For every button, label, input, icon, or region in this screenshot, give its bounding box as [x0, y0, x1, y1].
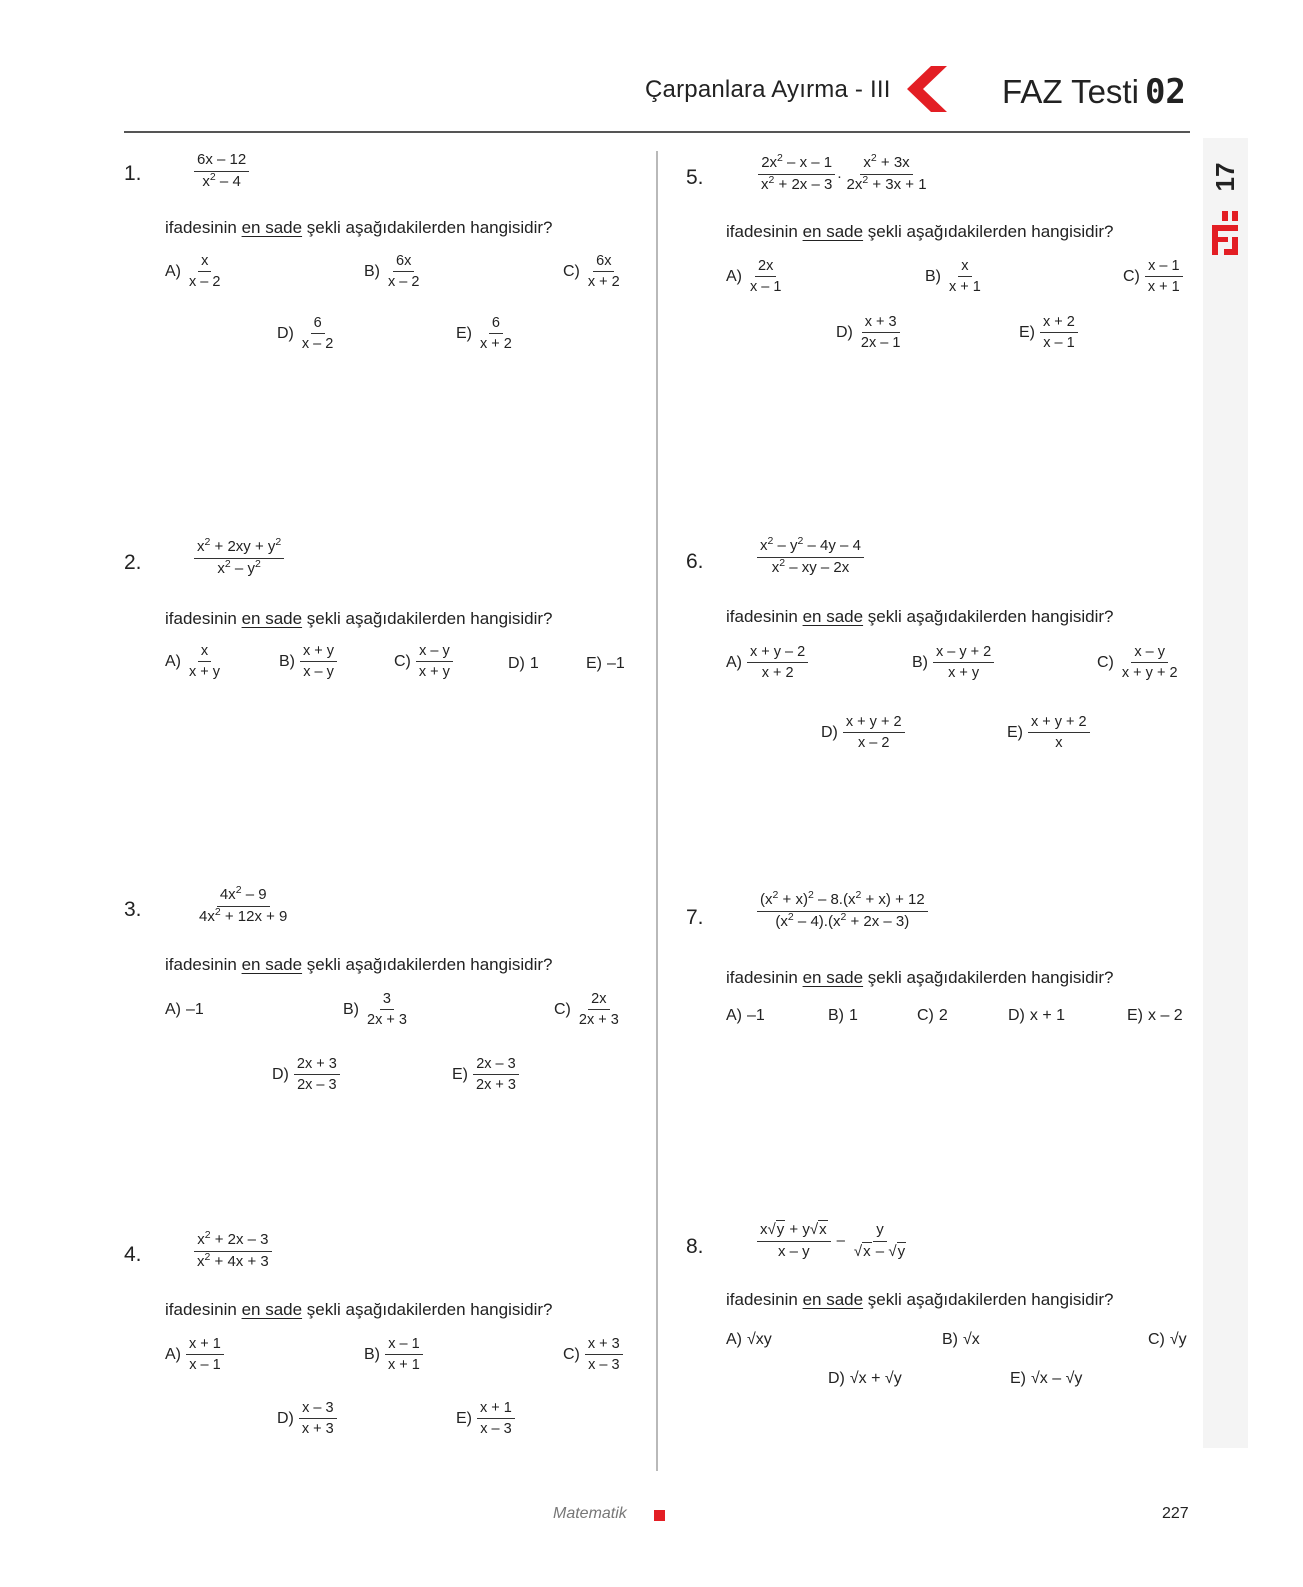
option-a[interactable]: A) $\frac{x + 1}{x - 1}$	[165, 1336, 224, 1373]
footer-square-icon	[654, 1510, 665, 1521]
question-expression: $\frac{x^2 + 2xy + y^2}{x^2 - y^2}$	[194, 539, 284, 578]
test-title: FAZ Testi 02	[1002, 72, 1186, 112]
test-number: 02	[1144, 72, 1186, 112]
svg-text:17: 17	[1210, 162, 1240, 192]
option-e[interactable]: E) $\frac{x + 1}{x - 3}$	[456, 1400, 515, 1437]
question-number: 1.	[124, 162, 142, 185]
question-number: 8.	[686, 1235, 704, 1258]
option-d[interactable]: D) $\frac{6}{x - 2}$	[277, 315, 334, 353]
question-text: ifadesinin en sade şekli aşağıdakilerden hangisidir?	[726, 968, 1114, 987]
option-b[interactable]: B) $\frac{x - 1}{x + 1}$	[364, 1336, 423, 1373]
option-a[interactable]: A) $\frac{x + y - 2}{x + 2}$	[726, 644, 808, 681]
option-b[interactable]: B) √x	[942, 1331, 980, 1348]
question-number: 5.	[686, 166, 704, 189]
option-d[interactable]: D) x + 1	[1008, 1007, 1066, 1024]
option-c[interactable]: C) $\frac{6x}{x + 2}$	[563, 253, 620, 291]
option-c[interactable]: C) $\frac{x - 1}{x + 1}$	[1123, 258, 1183, 295]
question-number: 7.	[686, 906, 704, 929]
option-d[interactable]: D) 1	[508, 655, 539, 672]
option-d[interactable]: D) $\frac{x - 3}{x + 3}$	[277, 1400, 337, 1437]
option-c[interactable]: C) $\frac{2x}{2x + 3}$	[554, 991, 619, 1029]
question-text: ifadesinin en sade şekli aşağıdakilerden hangisidir?	[726, 222, 1114, 241]
question-text: ifadesinin en sade şekli aşağıdakilerden hangisidir?	[165, 218, 553, 237]
option-e[interactable]: E) –1	[586, 655, 625, 672]
option-a[interactable]: A) $\frac{2x}{x - 1}$	[726, 258, 782, 296]
question-expression: $\frac{4x^2 - 9}{4x^2 + 12x + 9}$	[199, 884, 288, 925]
option-c[interactable]: C) $\frac{x - y}{x + y}$	[394, 643, 453, 680]
option-b[interactable]: B) 1	[828, 1007, 858, 1024]
chevron-left-icon	[905, 64, 949, 114]
option-a[interactable]: A) –1	[726, 1007, 765, 1024]
option-e[interactable]: E) x – 2	[1127, 1007, 1183, 1024]
option-b[interactable]: B) $\frac{x}{x + 1}$	[925, 258, 981, 296]
side-tab	[1203, 138, 1248, 1448]
option-e[interactable]: E) $\frac{6}{x + 2}$	[456, 315, 512, 353]
option-d[interactable]: D) √x + √y	[828, 1370, 902, 1387]
question-expression: $\frac{2x^2 - x - 1}{x^2 + 2x - 3}$ . $\frac{x^2 + 3x}{2x^2 + 3x + 1}$	[758, 155, 930, 194]
question-expression: $\frac{6x - 12}{x^2 - 4}$	[194, 152, 249, 191]
option-e[interactable]: E) $\frac{2x - 3}{2x + 3}$	[452, 1056, 519, 1093]
page-number: 227	[1162, 1505, 1189, 1522]
question-expression: $\frac{x√y + y√x}{x - y}$ – $\frac{y}{√x - √y}$	[757, 1222, 909, 1261]
question-text: ifadesinin en sade şekli aşağıdakilerden hangisidir?	[165, 609, 553, 628]
header-divider	[124, 131, 1190, 133]
option-d[interactable]: D) $\frac{x + y + 2}{x - 2}$	[821, 714, 905, 751]
option-a[interactable]: A) $\frac{x}{x + y}$	[165, 643, 221, 681]
option-c[interactable]: C) √y	[1148, 1331, 1187, 1348]
question-number: 3.	[124, 898, 142, 921]
option-d[interactable]: D) $\frac{x + 3}{2x - 1}$	[836, 314, 901, 352]
option-e[interactable]: E) √x – √y	[1010, 1370, 1083, 1387]
column-divider	[656, 151, 658, 1471]
option-b[interactable]: B) $\frac{x + y}{x - y}$	[279, 643, 337, 680]
option-d[interactable]: D) $\frac{2x + 3}{2x - 3}$	[272, 1056, 340, 1093]
option-c[interactable]: C) 2	[917, 1007, 948, 1024]
question-expression: $\frac{x^2 + 2x - 3}{x^2 + 4x + 3}$	[194, 1232, 272, 1271]
question-number: 4.	[124, 1243, 142, 1266]
option-a[interactable]: A) √xy	[726, 1331, 772, 1348]
faz-logo-icon	[1210, 207, 1240, 257]
option-c[interactable]: C) $\frac{x + 3}{x - 3}$	[563, 1336, 623, 1373]
question-number: 6.	[686, 550, 704, 573]
question-text: ifadesinin en sade şekli aşağıdakilerden hangisidir?	[165, 1300, 553, 1319]
option-a[interactable]: A) $\frac{x}{x - 2}$	[165, 253, 221, 291]
option-e[interactable]: E) $\frac{x + y + 2}{x}$	[1007, 714, 1090, 751]
option-a[interactable]: A) –1	[165, 1001, 204, 1018]
question-expression: $\frac{x^2 - y^2 - 4y - 4}{x^2 - xy - 2x}$	[757, 538, 864, 577]
option-b[interactable]: B) $\frac{3}{2x + 3}$	[343, 991, 407, 1029]
question-text: ifadesinin en sade şekli aşağıdakilerden hangisidir?	[165, 955, 553, 974]
page-topic: Çarpanlara Ayırma - III	[645, 76, 891, 103]
question-number: 2.	[124, 551, 142, 574]
option-e[interactable]: E) $\frac{x + 2}{x - 1}$	[1019, 314, 1078, 351]
side-tab-number	[1212, 152, 1238, 202]
option-b[interactable]: B) $\frac{x - y + 2}{x + y}$	[912, 644, 994, 681]
option-c[interactable]: C) $\frac{x - y}{x + y + 2}$	[1097, 644, 1178, 682]
question-text: ifadesinin en sade şekli aşağıdakilerden hangisidir?	[726, 607, 1114, 626]
footer-subject: Matematik	[553, 1505, 627, 1522]
question-expression: $\frac{(x^2 + x)^2 - 8.(x^2 + x) + 12}{(x^2 - 4).(x^2 + 2x - 3)}$	[757, 892, 928, 931]
question-text: ifadesinin en sade şekli aşağıdakilerden hangisidir?	[726, 1290, 1114, 1309]
option-b[interactable]: B) $\frac{6x}{x - 2}$	[364, 253, 420, 291]
